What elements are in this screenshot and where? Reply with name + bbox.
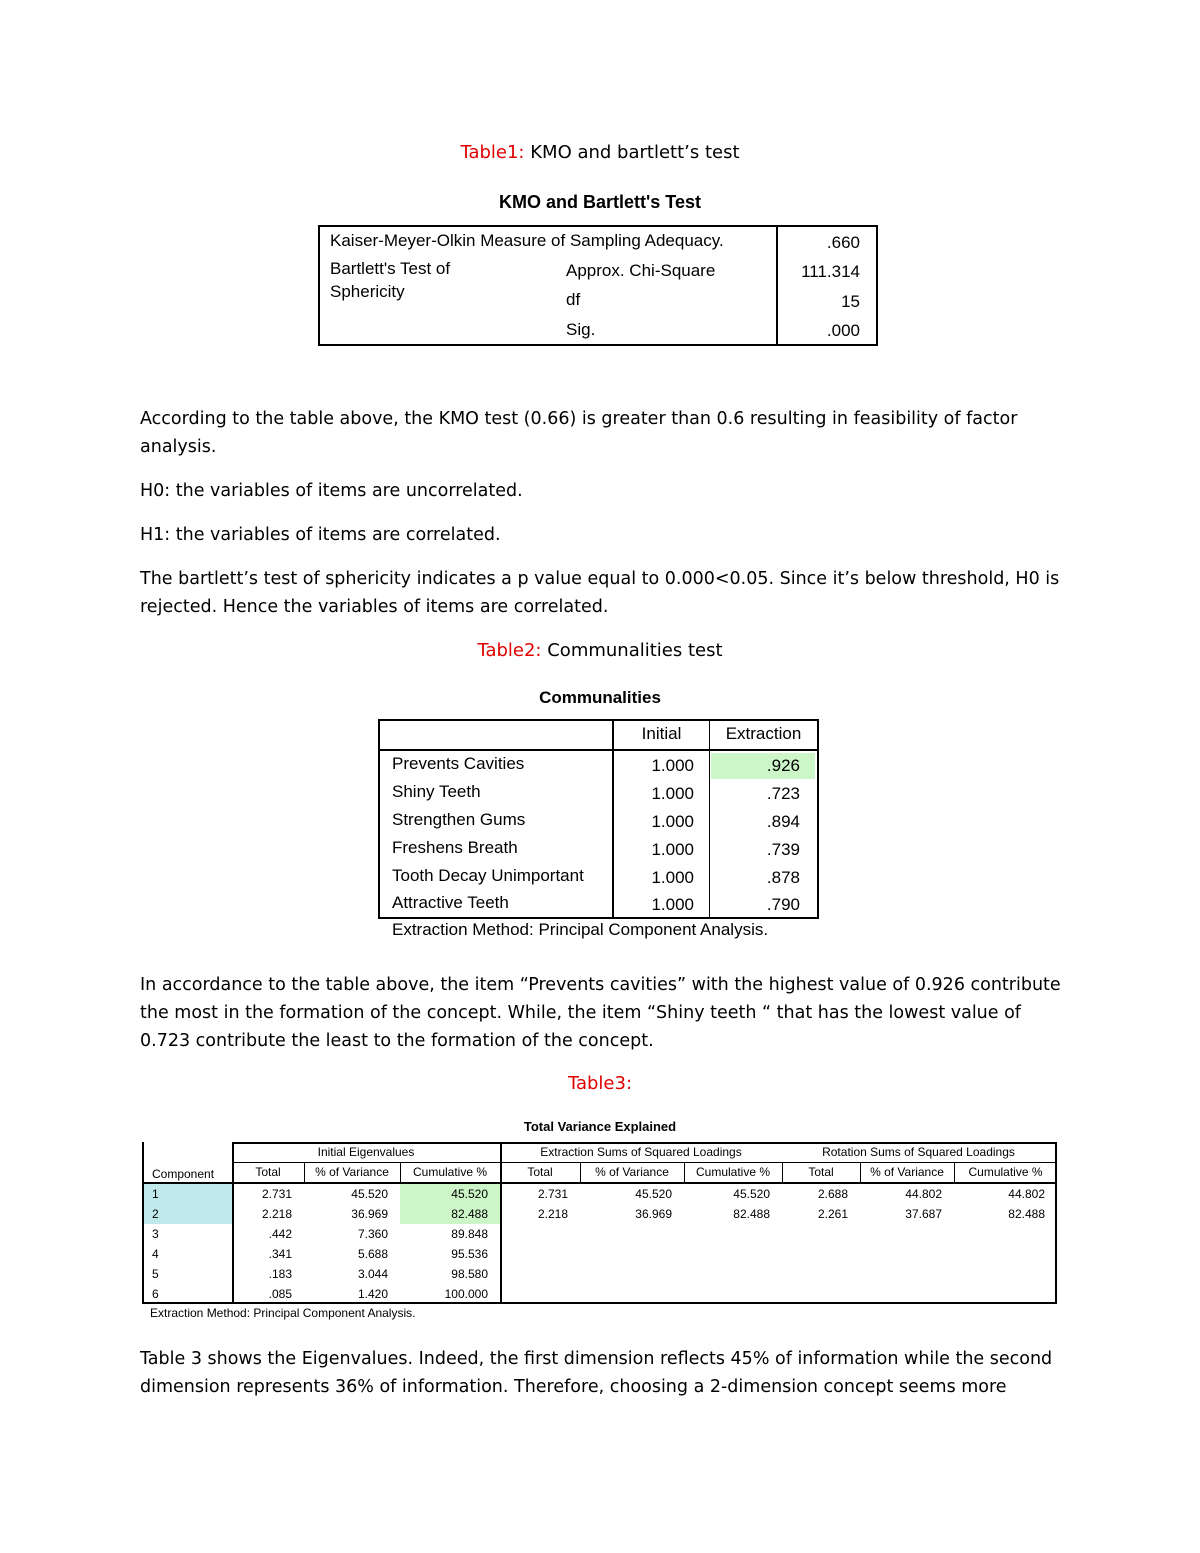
variance-cell: 45.520	[635, 1187, 672, 1201]
row-extraction: .926	[766, 756, 800, 775]
sub-header: Cumulative %	[968, 1165, 1043, 1179]
bartlett-label-1: Bartlett's Test of	[330, 259, 451, 278]
group-header: Initial Eigenvalues	[317, 1145, 415, 1159]
paragraph-communalities-line1: In accordance to the table above, the item “Prevents cavities” with the highest value of 0.926 contribute	[140, 975, 1061, 995]
table-border-left	[142, 1142, 144, 1304]
chi-square-value: 111.314	[801, 262, 860, 281]
variance-cell: 2.261	[817, 1207, 848, 1221]
paragraph-bartlett	[140, 565, 1070, 621]
variance-cell: 7.360	[357, 1227, 388, 1241]
paragraph-communalities-line3: 0.723 contribute the least to the formation of the concept.	[140, 1031, 654, 1051]
header-divider	[380, 749, 817, 751]
variance-cell: 2.218	[537, 1207, 568, 1221]
kmo-value: .660	[826, 233, 860, 252]
variance-cell: 37.687	[905, 1207, 942, 1221]
component-number: 6	[152, 1287, 159, 1301]
sub-header: Cumulative %	[695, 1165, 771, 1179]
table2-caption	[0, 640, 1200, 661]
table1-label: Table1:	[460, 142, 525, 163]
group-divider-line	[232, 1162, 1055, 1163]
table3-caption	[0, 1073, 1200, 1094]
row-label: Shiny Teeth	[392, 782, 481, 801]
df-label: df	[566, 290, 581, 309]
paragraph-eigenvalues-line2: dimension represents 36% of information. Therefore, choosing a 2-dimension concept seems more	[140, 1377, 1007, 1397]
variance-cell: 2.218	[261, 1207, 292, 1221]
component-number: 1	[152, 1187, 159, 1201]
communalities-footnote: Extraction Method: Principal Component Analysis.	[392, 920, 769, 939]
sub-header: % of Variance	[595, 1165, 669, 1179]
paragraph-kmo	[140, 405, 1070, 461]
variance-cell: 1.420	[357, 1287, 388, 1301]
table2-label: Table2:	[477, 640, 542, 661]
table1-caption-text: KMO and bartlett’s test	[524, 142, 740, 163]
header-bottom-line	[142, 1182, 1057, 1184]
table2-caption-text: Communalities test	[541, 640, 723, 661]
sig-label: Sig.	[566, 320, 596, 339]
row-label: Attractive Teeth	[392, 893, 509, 912]
variance-cell: .341	[268, 1247, 292, 1261]
df-value: 15	[841, 292, 860, 311]
variance-cell: 3.044	[357, 1267, 388, 1281]
variance-cell: 95.536	[451, 1247, 488, 1261]
variance-cell: 82.488	[451, 1207, 488, 1221]
row-extraction: .878	[766, 868, 800, 887]
bartlett-label-2: Sphericity	[330, 282, 405, 301]
kmo-divider	[776, 227, 778, 344]
row-extraction: .723	[766, 784, 800, 803]
variance-title: Total Variance Explained	[523, 1119, 677, 1134]
group-header: Extraction Sums of Squared Loadings	[540, 1145, 742, 1159]
component-header: Component	[152, 1167, 215, 1181]
sub-header: % of Variance	[870, 1165, 944, 1179]
communalities-title: Communalities	[539, 688, 661, 707]
kmo-table-title: KMO and Bartlett's Test	[499, 192, 701, 212]
paragraph-kmo-line1: According to the table above, the KMO test (0.66) is greater than 0.6 resulting in feasibility of factor	[140, 409, 1018, 429]
variance-cell: 44.802	[1008, 1187, 1045, 1201]
row-initial: 1.000	[651, 812, 694, 831]
variance-cell: 36.969	[635, 1207, 672, 1221]
variance-footnote: Extraction Method: Principal Component Analysis.	[150, 1306, 416, 1320]
variance-cell: 100.000	[444, 1287, 488, 1301]
paragraph-eigenvalues	[140, 1345, 1070, 1401]
communalities-table	[378, 719, 819, 919]
row-initial: 1.000	[651, 840, 694, 859]
chi-square-label: Approx. Chi-Square	[566, 261, 716, 280]
table1-caption	[0, 142, 1200, 163]
variance-cell: 2.688	[817, 1187, 848, 1201]
row-label: Freshens Breath	[392, 838, 518, 857]
row-extraction: .739	[766, 840, 800, 859]
sub-header: Total	[255, 1165, 281, 1179]
variance-cell: 2.731	[537, 1187, 568, 1201]
kmo-label: Kaiser-Meyer-Olkin Measure of Sampling Adequacy.	[330, 231, 724, 250]
variance-cell: 45.520	[733, 1187, 770, 1201]
row-initial: 1.000	[651, 756, 694, 775]
hypothesis-h1: H1: the variables of items are correlated.	[140, 525, 501, 545]
variance-cell: 45.520	[351, 1187, 388, 1201]
table3-label: Table3:	[567, 1073, 633, 1094]
sig-value: .000	[826, 321, 860, 340]
paragraph-eigenvalues-line1: Table 3 shows the Eigenvalues. Indeed, the first dimension reflects 45% of information while the second	[140, 1349, 1053, 1369]
table-border-top	[232, 1142, 1057, 1144]
row-extraction: .894	[766, 812, 800, 831]
group-header: Rotation Sums of Squared Loadings	[822, 1145, 1015, 1159]
variance-cell: 82.488	[733, 1207, 770, 1221]
variance-cell: .183	[268, 1267, 292, 1281]
paragraph-bartlett-line2: rejected. Hence the variables of items are correlated.	[140, 597, 609, 617]
header-extraction: Extraction	[725, 724, 802, 743]
variance-cell: 98.580	[451, 1267, 488, 1281]
component-number: 5	[152, 1267, 159, 1281]
sub-header: Total	[527, 1165, 553, 1179]
sub-header: % of Variance	[315, 1165, 389, 1179]
row-extraction: .790	[766, 895, 800, 914]
table-border-bottom	[142, 1302, 1057, 1304]
paragraph-communalities	[140, 971, 1070, 1055]
variance-cell: .085	[268, 1287, 292, 1301]
header-initial: Initial	[641, 724, 682, 743]
variance-cell: 45.520	[451, 1187, 488, 1201]
component-number: 4	[152, 1247, 159, 1261]
sub-header: Total	[808, 1165, 834, 1179]
paragraph-kmo-line2: analysis.	[140, 437, 217, 457]
component-number: 3	[152, 1227, 159, 1241]
paragraph-bartlett-line1: The bartlett’s test of sphericity indicates a p value equal to 0.000<0.05. Since it’s below threshold, H0 is	[140, 569, 1060, 589]
variance-table	[142, 1142, 1057, 1304]
variance-cell: 82.488	[1008, 1207, 1045, 1221]
row-initial: 1.000	[651, 868, 694, 887]
variance-cell: 2.731	[261, 1187, 292, 1201]
variance-cell: 36.969	[351, 1207, 388, 1221]
row-initial: 1.000	[651, 784, 694, 803]
component-number: 2	[152, 1207, 159, 1221]
variance-cell: 5.688	[357, 1247, 388, 1261]
row-label: Tooth Decay Unimportant	[392, 866, 584, 885]
paragraph-communalities-line2: the most in the formation of the concept. While, the item “Shiny teeth “ that has the lowest value of	[140, 1003, 1021, 1023]
sub-header: Cumulative %	[412, 1165, 488, 1179]
variance-cell: .442	[268, 1227, 292, 1241]
row-initial: 1.000	[651, 895, 694, 914]
hypothesis-h0: H0: the variables of items are uncorrelated.	[140, 481, 523, 501]
kmo-table	[318, 225, 878, 346]
variance-cell: 89.848	[451, 1227, 488, 1241]
row-label: Strengthen Gums	[392, 810, 526, 829]
variance-cell: 44.802	[905, 1187, 942, 1201]
row-label: Prevents Cavities	[392, 754, 525, 773]
